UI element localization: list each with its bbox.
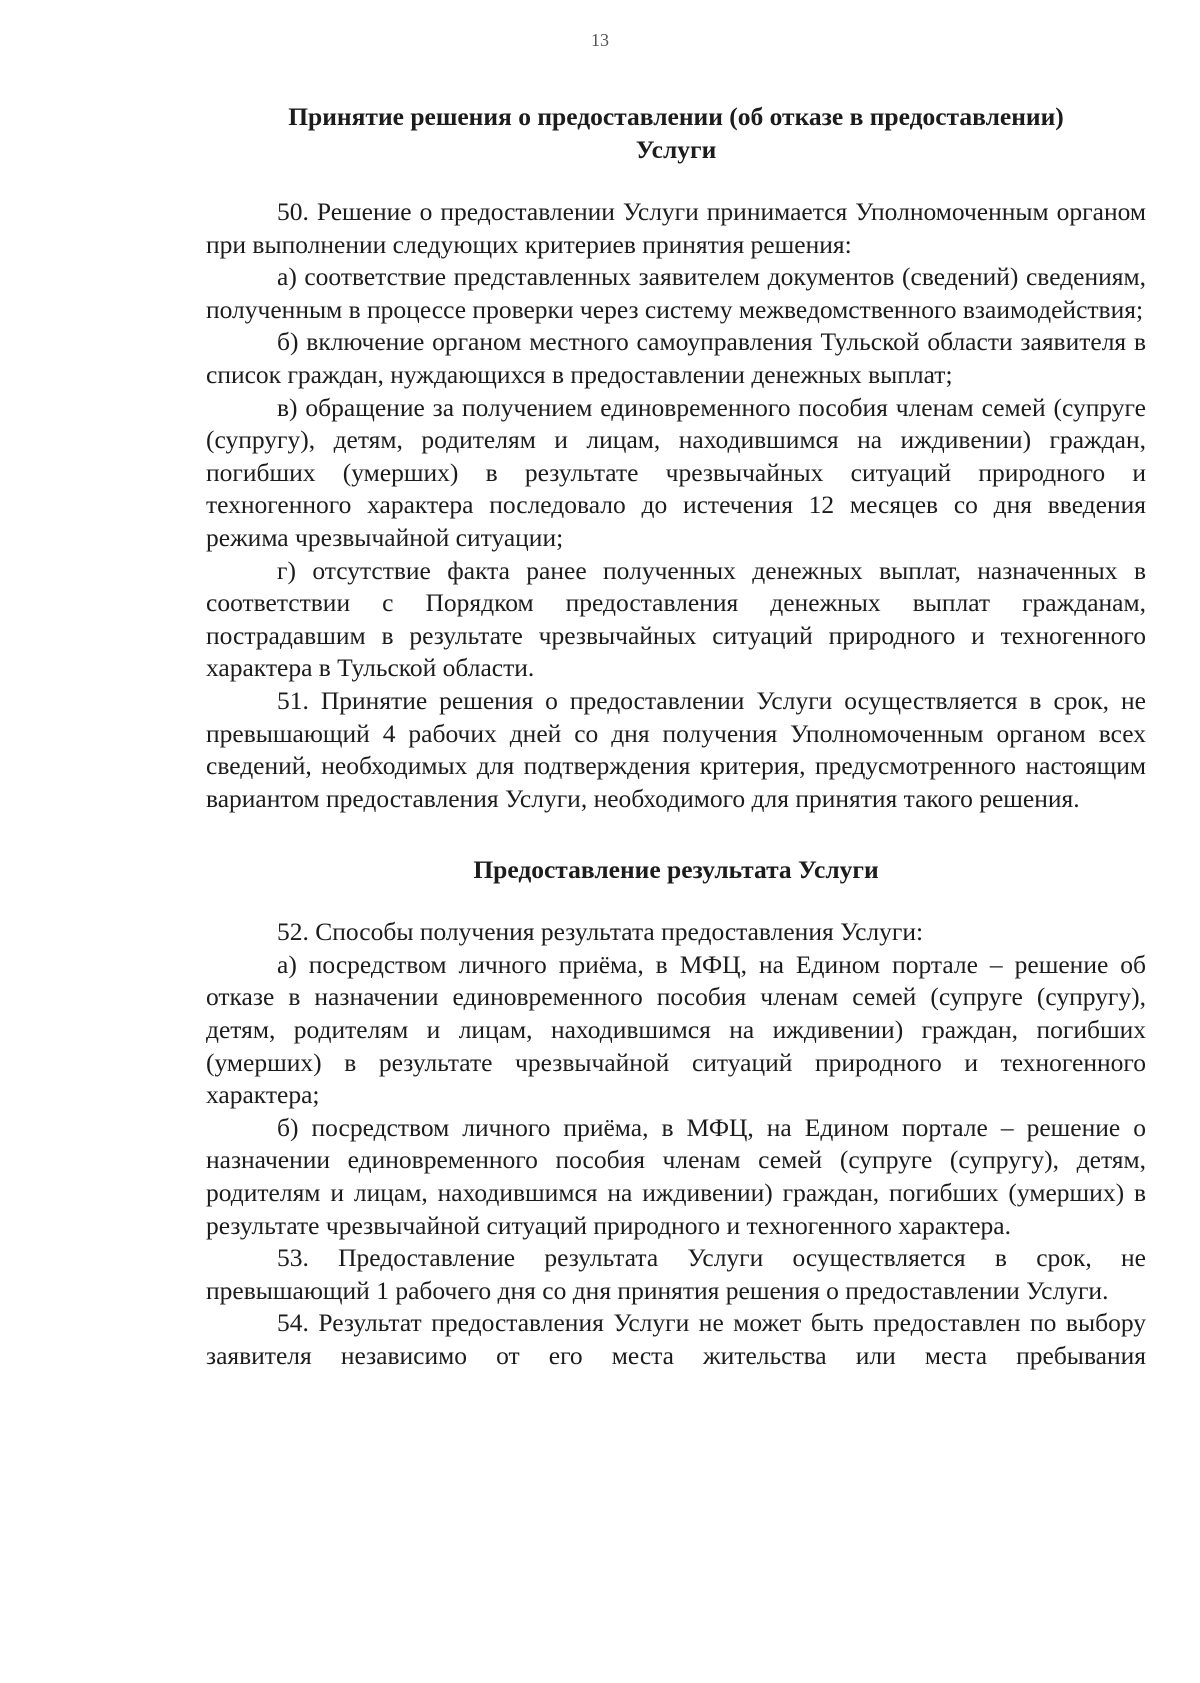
heading-line-1: Принятие решения о предоставлении (об отказе в предоставлении) — [288, 102, 1064, 131]
heading-line-2: Услуги — [635, 135, 717, 164]
paragraph-50-a: а) соответствие представленных заявителем документов (сведений) сведениям, полученным в процессе проверки через систему межведомственного взаимодействия; — [206, 262, 1146, 324]
paragraph-50-b: б) включение органом местного самоуправления Тульской области заявителя в список граждан, нуждающихся в предоставлении денежных выплат; — [206, 327, 1146, 389]
paragraph-52-a: а) посредством личного приёма, в МФЦ, на Едином портале – решение об отказе в назначении единовременного пособия членам семей (супруге (супругу), детям, родителям и лицам, находившимся на иждивении) граждан, погибших (умерших) в результате чрезвычайной ситуаций природного и техногенного характера; — [206, 949, 1146, 1110]
paragraph-51: 51. Принятие решения о предоставлении Услуги осуществляется в срок, не превышающий 4 рабочих дней со дня получения Уполномоченным органом всех сведений, необходимых для подтверждения критерия, предусмотренного настоящим вариантом предоставления Услуги, необходимого для принятия такого решения. — [206, 685, 1146, 813]
paragraph-54: 54. Результат предоставления Услуги не может быть предоставлен по выбору заявителя независимо от его места жительства или места пребывания — [206, 1308, 1146, 1370]
paragraph-53: 53. Предоставление результата Услуги осуществляется в срок, не превышающий 1 рабочего дня со дня принятия решения о предоставлении Услуги. — [206, 1243, 1146, 1305]
paragraph-50: 50. Решение о предоставлении Услуги принимается Уполномоченным органом при выполнении следующих критериев принятия решения: — [206, 197, 1146, 259]
section-heading-decision — [206, 100, 1146, 166]
document-body — [206, 100, 1146, 1373]
paragraph-50-g: г) отсутствие факта ранее полученных денежных выплат, назначенных в соответствии с Порядком предоставления денежных выплат гражданам, пострадавшим в результате чрезвычайных ситуаций природного и техногенного характера в Тульской области. — [206, 555, 1146, 683]
page-number: 13 — [591, 30, 609, 50]
section-heading-result: Предоставление результата Услуги — [473, 855, 879, 885]
paragraph-52: 52. Способы получения результата предоставления Услуги: — [277, 917, 924, 947]
paragraph-52-b: б) посредством личного приёма, в МФЦ, на Едином портале – решение о назначении единовременного пособия членам семей (супруге (супругу), детям, родителям и лицам, находившимся на иждивении) граждан, погибших (умерших) в результате чрезвычайной ситуаций природного и техногенного характера. — [206, 1112, 1146, 1240]
paragraph-50-v: в) обращение за получением единовременного пособия членам семей (супруге (супругу), детям, родителям и лицам, находившимся на иждивении) граждан, погибших (умерших) в результате чрезвычайных ситуаций природного и техногенного характера последовало до истечения 12 месяцев со дня введения режима чрезвычайной ситуации; — [206, 392, 1146, 552]
